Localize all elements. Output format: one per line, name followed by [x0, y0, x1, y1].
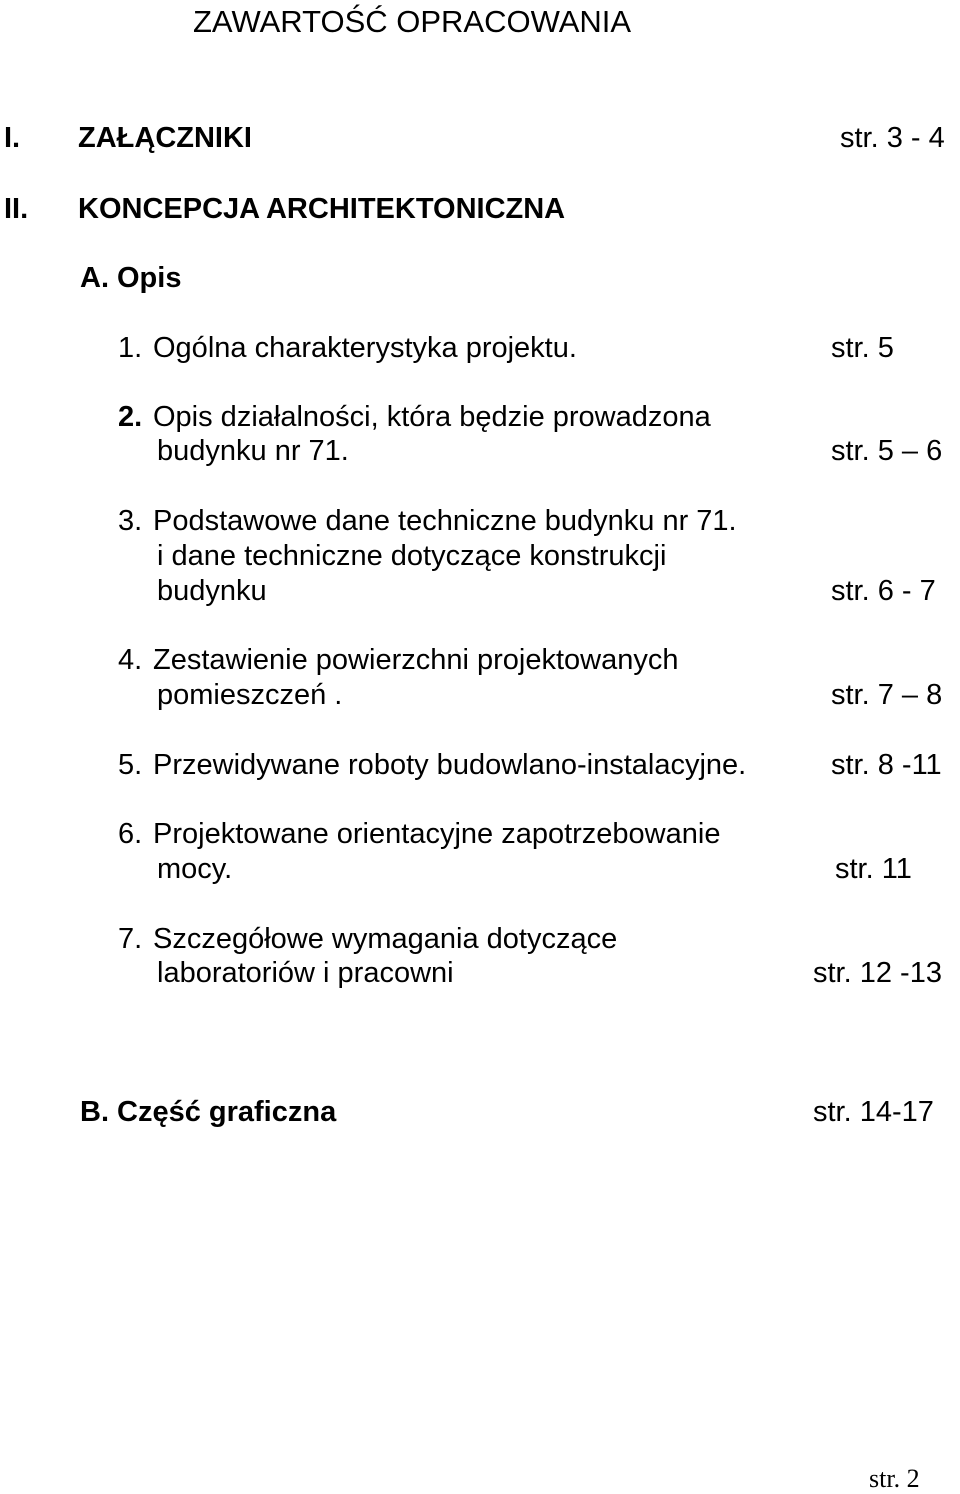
item-6-title-line1: Projektowane orientacyjne zapotrzebowanie — [153, 818, 721, 850]
section-1-pages: str. 3 - 4 — [840, 122, 945, 154]
item-7-title-line1: Szczegółowe wymagania dotyczące — [153, 923, 618, 955]
item-6-pages: str. 11 — [835, 853, 912, 885]
page-number: str. 2 — [869, 1464, 920, 1493]
section-2-numeral: II. — [4, 193, 29, 225]
item-3-title-line1: Podstawowe dane techniczne budynku nr 71. — [153, 505, 737, 537]
item-3-pages: str. 6 - 7 — [831, 575, 936, 607]
item-7-title-line2: laboratoriów i pracowni — [157, 957, 454, 989]
item-1-title: Ogólna charakterystyka projektu. — [153, 332, 577, 364]
item-5-number: 5. — [118, 749, 143, 781]
item-1-pages: str. 5 — [831, 332, 894, 364]
item-2-title-line1: Opis działalności, która będzie prowadzona — [153, 401, 711, 433]
document-title: ZAWARTOŚĆ OPRACOWANIA — [193, 4, 632, 39]
item-7-pages: str. 12 -13 — [813, 957, 942, 989]
item-2-pages: str. 5 – 6 — [831, 435, 943, 467]
item-4-title-line2: pomieszczeń . — [157, 679, 343, 711]
item-6-number: 6. — [118, 818, 143, 850]
item-4-number: 4. — [118, 644, 143, 676]
part-a-letter: A. — [80, 262, 109, 294]
part-b-label: Część graficzna — [117, 1096, 337, 1128]
section-1-numeral: I. — [4, 122, 21, 154]
item-7-number: 7. — [118, 923, 143, 955]
item-5-pages: str. 8 -11 — [831, 749, 942, 781]
item-4-pages: str. 7 – 8 — [831, 679, 943, 711]
part-b-letter: B. — [80, 1096, 109, 1128]
item-3-title-line3: budynku — [157, 575, 267, 607]
item-1-number: 1. — [118, 332, 143, 364]
item-2-title-line2: budynku nr 71. — [157, 435, 349, 467]
section-2-label: KONCEPCJA ARCHITEKTONICZNA — [78, 193, 566, 225]
item-3-number: 3. — [118, 505, 143, 537]
item-2-number: 2. — [118, 401, 143, 433]
part-a-label: Opis — [117, 262, 182, 294]
item-4-title-line1: Zestawienie powierzchni projektowanych — [153, 644, 679, 676]
item-5-title: Przewidywane roboty budowlano-instalacyjne. — [153, 749, 747, 781]
part-b-pages: str. 14-17 — [813, 1096, 934, 1128]
section-1-label: ZAŁĄCZNIKI — [78, 122, 252, 154]
item-3-title-line2: i dane techniczne dotyczące konstrukcji — [157, 540, 667, 572]
item-6-title-line2: mocy. — [157, 853, 233, 885]
